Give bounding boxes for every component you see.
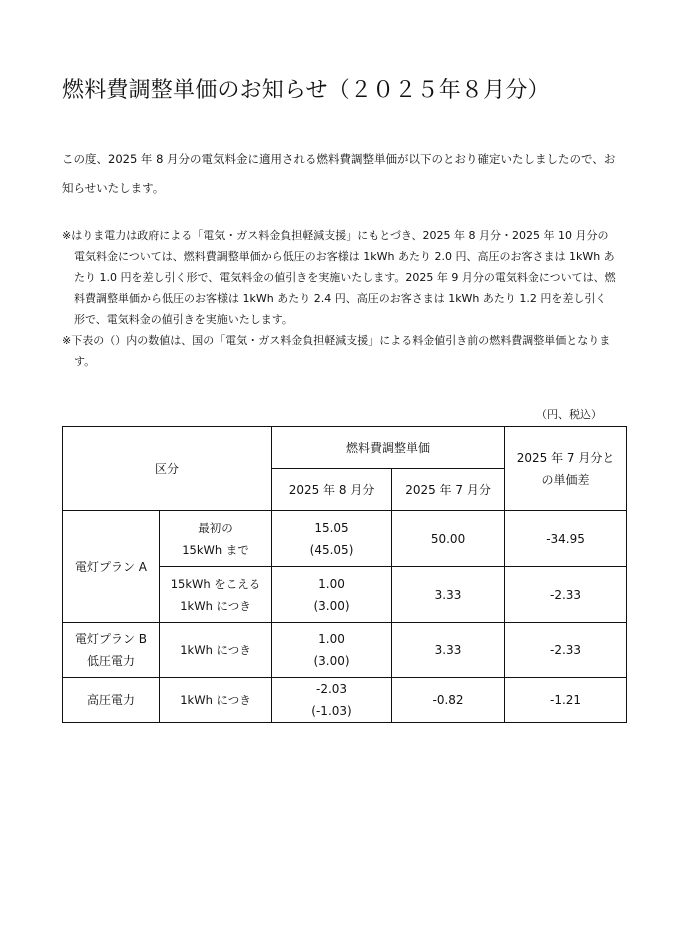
table-row [63,623,627,678]
table-row [63,511,627,567]
plan-a-sub1-aug [272,511,392,567]
value-aug-before-discount: (-1.03) [311,704,352,718]
note-parentheses: ※下表の（）内の数値は、国の「電気・ガス料金負担軽減支援」による料金値引き前の燃料費調整単価となります。 [62,334,611,368]
table-row [63,678,627,723]
high-voltage-aug [272,678,392,723]
high-voltage-label: 高圧電力 [63,678,160,723]
plan-b-label [63,623,160,678]
value-aug: -2.03 [315,682,348,696]
high-voltage-diff: -1.21 [505,678,627,723]
table-header-row [63,427,627,469]
high-voltage-jul: -0.82 [392,678,505,723]
fuel-cost-table [62,426,627,723]
plan-b-line1: 電灯プラン B [74,632,148,646]
plan-a-sub1-line1: 最初の [198,520,233,535]
plan-a-sub1-line2: 15kWh まで [182,542,249,557]
plan-a-sub2-line2: 1kWh につき [180,598,251,613]
value-aug-before-discount: (45.05) [309,542,354,557]
plan-b-line2: 低圧電力 [86,654,135,668]
notes-section [62,225,617,372]
note-discount: ※はりま電力は政府による「電気・ガス料金負担軽減支援」にもとづき、2025 年 8 月分・2025 年 10 月分の電気料金については、燃料費調整単価から低圧のお客様は 1kWh あたり 2.0 円、高圧のお客さまは 1kWh あたり 1.0 円を差し引く形で、電気料金の値引きを実施いたします。2025 年 9 月分の電気料金については、燃料費調整単価から低圧のお客様は 1kWh あたり 2.4 円、高圧のお客さまは 1kWh あたり 1.2 円を差し引く形で、電気料金の値引きを実施いたします。 [62,229,616,326]
header-category: 区分 [63,427,272,511]
plan-a-sub2-aug [272,567,392,623]
plan-a-sub1-diff: -34.95 [505,511,627,567]
plan-a-sub2-diff: -2.33 [505,567,627,623]
plan-a-sub2-line1: 15kWh をこえる [170,576,261,591]
plan-b-jul: 3.33 [392,623,505,678]
header-jul: 2025 年 7 月分 [392,469,505,511]
plan-b-diff: -2.33 [505,623,627,678]
unit-note: （円、税込） [536,408,602,421]
value-aug: 15.05 [314,520,349,535]
value-aug-before-discount: (3.00) [313,654,350,668]
value-aug: 1.00 [318,576,345,591]
intro-paragraph: この度、2025 年 8 月分の電気料金に適用される燃料費調整単価が以下のとおり確定いたしましたので、お知らせいたします。 [62,152,616,195]
plan-a-over-15kwh [160,567,272,623]
header-fuel-price: 燃料費調整単価 [272,427,505,469]
plan-a-first-15kwh [160,511,272,567]
plan-a-sub1-jul: 50.00 [392,511,505,567]
value-aug: 1.00 [318,632,345,646]
header-diff [505,427,627,511]
plan-b-sub: 1kWh につき [160,623,272,678]
high-voltage-sub: 1kWh につき [160,678,272,723]
value-aug-before-discount: (3.00) [313,598,350,613]
plan-a-sub2-jul: 3.33 [392,567,505,623]
header-diff-line1: 2025 年 7 月分と [516,450,615,465]
page-title: 燃料費調整単価のお知らせ（２０２５年８月分） [62,78,550,103]
header-aug: 2025 年 8 月分 [272,469,392,511]
header-diff-line2: の単価差 [541,472,590,487]
plan-a-label: 電灯プラン A [63,511,160,623]
plan-b-aug [272,623,392,678]
